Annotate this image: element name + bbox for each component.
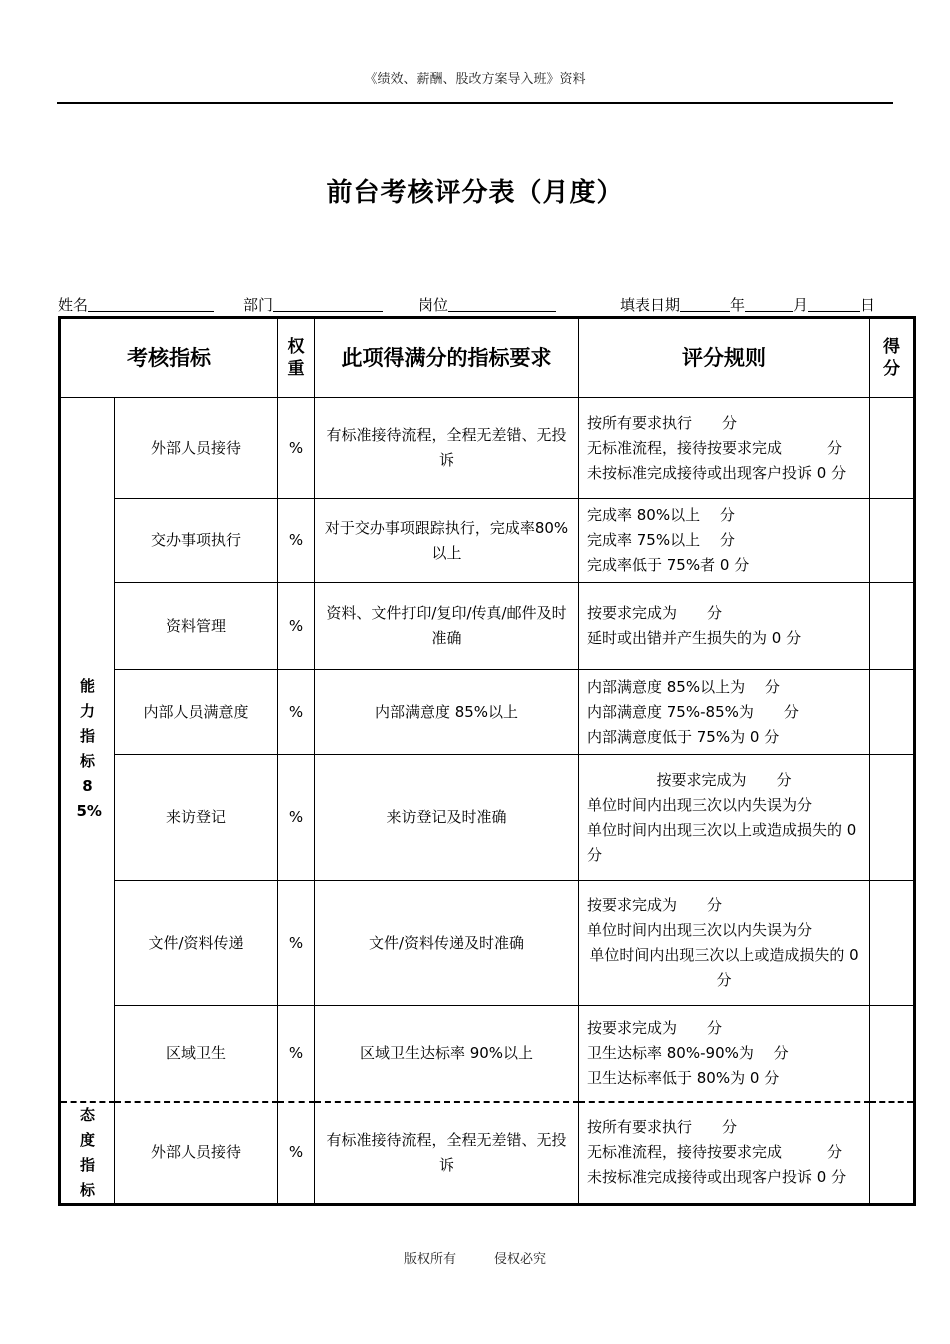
rule-line: 按要求完成为 分 (587, 896, 723, 914)
dept-blank[interactable] (273, 295, 383, 312)
rule-line: 无标准流程，接待按要求完成 分 (587, 1143, 843, 1161)
indicator-cell: 文件/资料传递 (115, 881, 278, 1006)
weight-cell[interactable]: % (278, 670, 315, 755)
indicator-cell: 区域卫生 (115, 1006, 278, 1102)
score-cell[interactable] (870, 881, 915, 1006)
rule-line: 无标准流程，接待按要求完成 分 (587, 438, 843, 457)
indicator-cell: 交办事项执行 (115, 499, 278, 583)
rule-cell (579, 1006, 870, 1102)
header-weight: 权重 (278, 318, 315, 398)
weight-cell[interactable]: % (278, 499, 315, 583)
rule-line: 按所有要求执行 分 (587, 413, 738, 432)
rule-cell (579, 398, 870, 499)
table-row (60, 670, 915, 755)
info-row (58, 294, 890, 316)
post-label: 岗位 (418, 296, 449, 314)
requirement-cell: 有标准接待流程，全程无差错、无投诉 (315, 398, 579, 499)
rule-line: 单位时间内出现三次以内失误为分 (587, 795, 813, 814)
requirement-cell: 对于交办事项跟踪执行，完成率80%以上 (315, 499, 579, 583)
footer (0, 1248, 950, 1267)
requirement-cell: 有标准接待流程，全程无差错、无投诉 (315, 1102, 579, 1205)
name-field[interactable] (58, 294, 214, 316)
requirement-cell: 来访登记及时准确 (315, 755, 579, 881)
rule-line: 单位时间内出现三次以上或造成损失的 0 分 (589, 946, 859, 989)
header-requirement: 此项得满分的指标要求 (315, 318, 579, 398)
rule-line: 按要求完成为 分 (587, 604, 723, 622)
weight-cell[interactable]: % (278, 583, 315, 670)
rule-cell (579, 583, 870, 670)
indicator-cell: 内部人员满意度 (115, 670, 278, 755)
score-cell[interactable] (870, 1006, 915, 1102)
year-label: 年 (730, 296, 746, 314)
header-rule (57, 102, 893, 104)
indicator-cell: 资料管理 (115, 583, 278, 670)
table-row (60, 1006, 915, 1102)
date-field[interactable] (620, 294, 875, 316)
rule-line: 卫生达标率低于 80%为 0 分 (587, 1068, 780, 1087)
dept-field[interactable] (243, 294, 383, 316)
score-cell[interactable] (870, 1102, 915, 1205)
table-row (60, 398, 915, 499)
requirement-cell: 文件/资料传递及时准确 (315, 881, 579, 1006)
footer-infringement: 侵权必究 (494, 1252, 547, 1267)
rule-line: 完成率 80%以上 分 (587, 506, 735, 524)
rule-line: 按要求完成为 分 (656, 770, 792, 789)
weight-cell[interactable]: % (278, 1102, 315, 1205)
post-field[interactable] (418, 294, 556, 316)
rule-line: 未按标准完成接待或出现客户投诉 0 分 (587, 463, 847, 482)
rule-line: 未按标准完成接待或出现客户投诉 0 分 (587, 1168, 847, 1186)
table-header-row (60, 318, 915, 398)
name-label: 姓名 (58, 296, 89, 314)
category-ability: 能力指标85% (60, 398, 115, 1102)
requirement-cell: 资料、文件打印/复印/传真/邮件及时准确 (315, 583, 579, 670)
rule-line: 卫生达标率 80%-90%为 分 (587, 1043, 789, 1062)
rule-line: 完成率低于 75%者 0 分 (587, 556, 750, 574)
rule-cell (579, 881, 870, 1006)
header-indicator: 考核指标 (60, 318, 278, 398)
name-blank[interactable] (88, 295, 214, 312)
rule-line: 单位时间内出现三次以内失误为分 (587, 921, 813, 939)
rule-cell (579, 755, 870, 881)
header-rule: 评分规则 (579, 318, 870, 398)
requirement-cell: 区域卫生达标率 90%以上 (315, 1006, 579, 1102)
rule-line: 内部满意度低于 75%为 0 分 (587, 727, 780, 746)
rule-line: 延时或出错并产生损失的为 0 分 (587, 629, 802, 647)
day-label: 日 (860, 296, 876, 314)
page-title: 前台考核评分表（月度） (326, 178, 624, 208)
month-blank[interactable] (745, 295, 793, 312)
category-attitude: 态度指标 (60, 1102, 115, 1205)
date-label: 填表日期 (620, 296, 681, 314)
rule-cell (579, 499, 870, 583)
score-cell[interactable] (870, 499, 915, 583)
rule-line: 按所有要求执行 分 (587, 1118, 738, 1136)
score-cell[interactable] (870, 670, 915, 755)
table-row (60, 499, 915, 583)
weight-cell[interactable]: % (278, 1006, 315, 1102)
dept-label: 部门 (243, 296, 274, 314)
indicator-cell: 外部人员接待 (115, 1102, 278, 1205)
requirement-cell: 内部满意度 85%以上 (315, 670, 579, 755)
rule-line: 内部满意度 75%-85%为 分 (587, 702, 799, 721)
table-row (60, 755, 915, 881)
rule-line: 按要求完成为 分 (587, 1018, 723, 1037)
header-score: 得分 (870, 318, 915, 398)
score-cell[interactable] (870, 583, 915, 670)
indicator-cell: 外部人员接待 (115, 398, 278, 499)
score-cell[interactable] (870, 398, 915, 499)
rule-line: 内部满意度 85%以上为 分 (587, 677, 780, 696)
day-blank[interactable] (808, 295, 860, 312)
rule-cell (579, 1102, 870, 1205)
score-cell[interactable] (870, 755, 915, 881)
table-row (60, 1102, 915, 1205)
rule-line: 完成率 75%以上 分 (587, 531, 735, 549)
score-table (58, 316, 916, 1206)
post-blank[interactable] (448, 295, 556, 312)
table-row (60, 583, 915, 670)
rule-line: 单位时间内出现三次以上或造成损失的 0 分 (587, 820, 857, 864)
weight-cell[interactable]: % (278, 755, 315, 881)
header-note: 《绩效、薪酬、股改方案导入班》资料 (364, 72, 586, 87)
table-row (60, 881, 915, 1006)
rule-cell (579, 670, 870, 755)
indicator-cell: 来访登记 (115, 755, 278, 881)
footer-copyright: 版权所有 (403, 1252, 456, 1267)
month-label: 月 (793, 296, 809, 314)
weight-cell[interactable]: % (278, 881, 315, 1006)
year-blank[interactable] (680, 295, 730, 312)
weight-cell[interactable]: % (278, 398, 315, 499)
